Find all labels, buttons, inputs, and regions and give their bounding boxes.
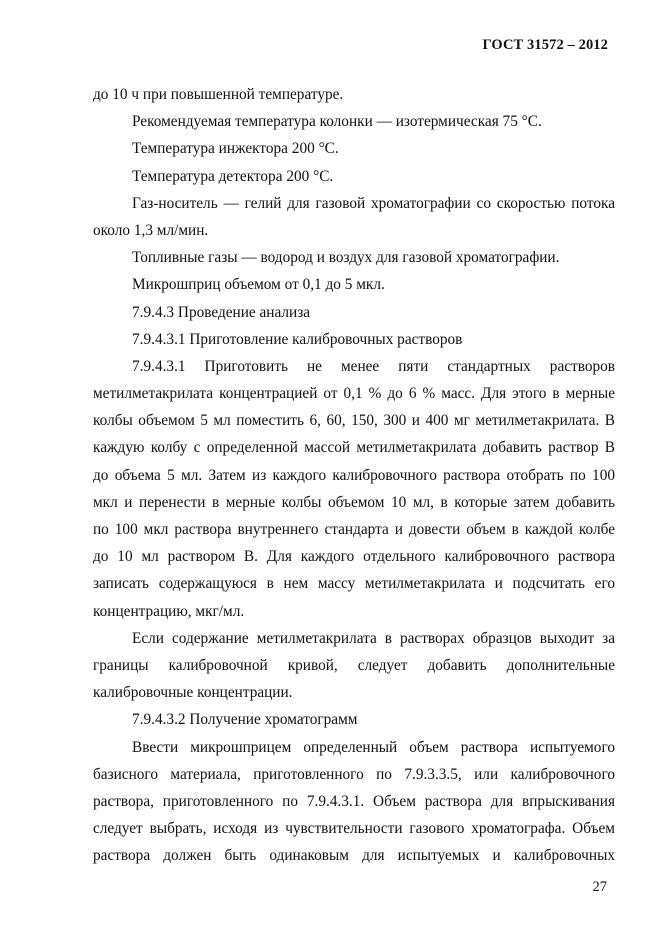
text-line: 7.9.4.3.1 Приготовить не менее пяти стандартных растворов (132, 357, 615, 375)
text-line: границы калибровочной кривой, следует добавить дополнительные (93, 656, 615, 674)
text-line: Газ-носитель — гелий для газовой хроматографии со скоростью потока (132, 194, 615, 212)
text-line: Температура детектора 200 °С. (132, 167, 334, 185)
page-number: 27 (592, 879, 607, 895)
document-header: ГОСТ 31572 – 2012 (482, 37, 608, 53)
text-line: до 10 мл раствором В. Для каждого отдельного калибровочного раствора (93, 548, 615, 566)
text-line: раствора, приготовленного по 7.9.4.3.1. Объем раствора для впрыскивания (93, 792, 615, 810)
text-line: каждую колбу с определенной массой метилметакрилата добавить раствор В (93, 439, 615, 457)
text-line: записать содержащуюся в нем массу метилметакрилата и подсчитать его (93, 575, 615, 593)
text-line: Ввести микрошприцем определенный объем раствора испытуемого (132, 738, 615, 756)
text-line: 7.9.4.3.1 Приготовление калибровочных растворов (132, 330, 463, 348)
text-line: калибровочные концентрации. (93, 684, 293, 702)
text-line: до 10 ч при повышенной температуре. (93, 86, 344, 103)
text-line: Если содержание метилметакрилата в растворах образцов выходит за (132, 629, 615, 647)
text-line: концентрацию, мкг/мл. (93, 602, 245, 620)
text-line: мкл и перенести в мерные колбы объемом 10 мл, в которые затем добавить (93, 493, 615, 511)
text-line: Температура инжектора 200 °С. (132, 140, 339, 158)
text-line: колбы объемом 5 мл поместить 6, 60, 150, 300 и 400 мг метилметакрилата. В (93, 412, 615, 430)
text-line: раствора должен быть одинаковым для испытуемых и калибровочных (93, 847, 615, 865)
text-line: 7.9.4.3.2 Получение хроматограмм (132, 711, 358, 729)
text-line: Топливные газы — водород и воздух для газовой хроматографии. (132, 249, 560, 267)
text-line: метилметакрилата концентрацией от 0,1 % до 6 % масс. Для этого в мерные (93, 385, 615, 403)
text-line: 7.9.4.3 Проведение анализа (132, 303, 311, 321)
text-line: около 1,3 мл/мин. (93, 221, 209, 239)
text-line: по 100 мкл раствора внутреннего стандарта и довести объем в каждой колбе (93, 521, 615, 538)
text-line: следует выбрать, исходя из чувствительности газового хроматографа. Объем (93, 820, 615, 838)
text-line: базисного материала, приготовленного по 7.9.3.3.5, или калибровочного (93, 765, 615, 783)
text-line: Микрошприц объемом от 0,1 до 5 мкл. (132, 276, 385, 294)
document-body (93, 81, 615, 869)
text-line: Рекомендуемая температура колонки — изотермическая 75 °С. (132, 113, 542, 131)
text-line: до объема 5 мл. Затем из каждого калибровочного раствора отобрать по 100 (93, 466, 615, 484)
